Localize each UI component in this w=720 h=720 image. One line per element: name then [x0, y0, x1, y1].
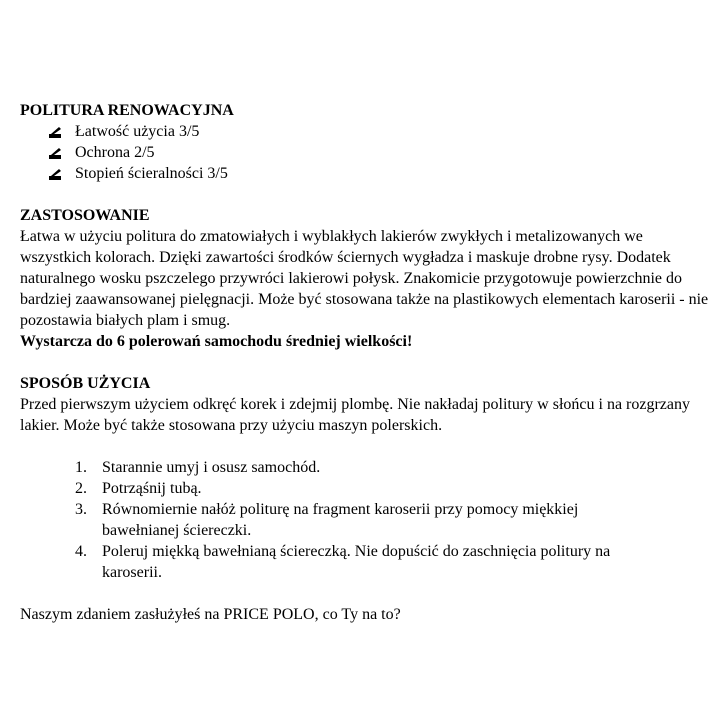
usage-step [20, 457, 710, 478]
pencil-bullet-icon [47, 167, 63, 181]
usage-intro: Przed pierwszym użyciem odkręć korek i zdejmij plombę. Nie nakładaj politury w słońcu i na rozgrzany lakier. Może być także stosowana przy użyciu maszyn polerskich. [20, 396, 691, 434]
pencil-bullet-icon [47, 125, 63, 139]
usage-step [20, 499, 710, 541]
pencil-bullet-icon [47, 146, 63, 160]
closing-line: Naszym zdaniem zasłużyłeś na PRICE POLO, co Ty na to? [20, 606, 401, 623]
rating-item [47, 121, 710, 142]
rating-item [47, 142, 710, 163]
usage-section [20, 373, 710, 583]
rating-label: Stopień ścieralności 3/5 [75, 165, 228, 182]
step-number: 2. [75, 480, 87, 497]
rating-label: Łatwość użycia 3/5 [75, 123, 200, 140]
product-title: POLITURA RENOWACYJNA [20, 102, 234, 119]
ratings-list [20, 121, 710, 184]
step-text: Starannie umyj i osusz samochód. [102, 459, 321, 476]
rating-label: Ochrona 2/5 [75, 144, 155, 161]
rating-item [47, 163, 710, 184]
usage-step [20, 541, 710, 583]
usage-heading: SPOSÓB UŻYCIA [20, 375, 151, 392]
step-text: Poleruj miękką bawełnianą ściereczką. Nie dopuścić do zaschnięcia politury na karoserii. [102, 543, 611, 581]
step-number: 4. [75, 543, 87, 560]
step-text: Potrząśnij tubą. [102, 480, 202, 497]
application-section [20, 205, 710, 352]
application-text: Łatwa w użyciu politura do zmatowiałych i wyblakłych lakierów zwykłych i metalizowanych we wszystkich kolorach. Dzięki zawartości środków ściernych wygładza i maskuje drobne rysy. Dodatek naturalnego wosku pszczelego przywróci lakierowi połysk. Znakomicie przygotowuje powierzchnie do bardziej zaawansowanej pielęgnacji. Może być stosowana także na plastikowych elementach karoserii - nie pozostawia białych plam i smug. [20, 228, 709, 329]
usage-steps-list [20, 457, 710, 583]
step-number: 1. [75, 459, 87, 476]
usage-step [20, 478, 710, 499]
step-text: Równomiernie nałóż politurę na fragment karoserii przy pomocy miękkiej bawełnianej ściereczki. [102, 501, 579, 539]
document-page [20, 100, 710, 625]
application-highlight: Wystarcza do 6 polerowań samochodu średniej wielkości! [20, 333, 413, 350]
application-heading: ZASTOSOWANIE [20, 207, 150, 224]
step-number: 3. [75, 501, 87, 518]
